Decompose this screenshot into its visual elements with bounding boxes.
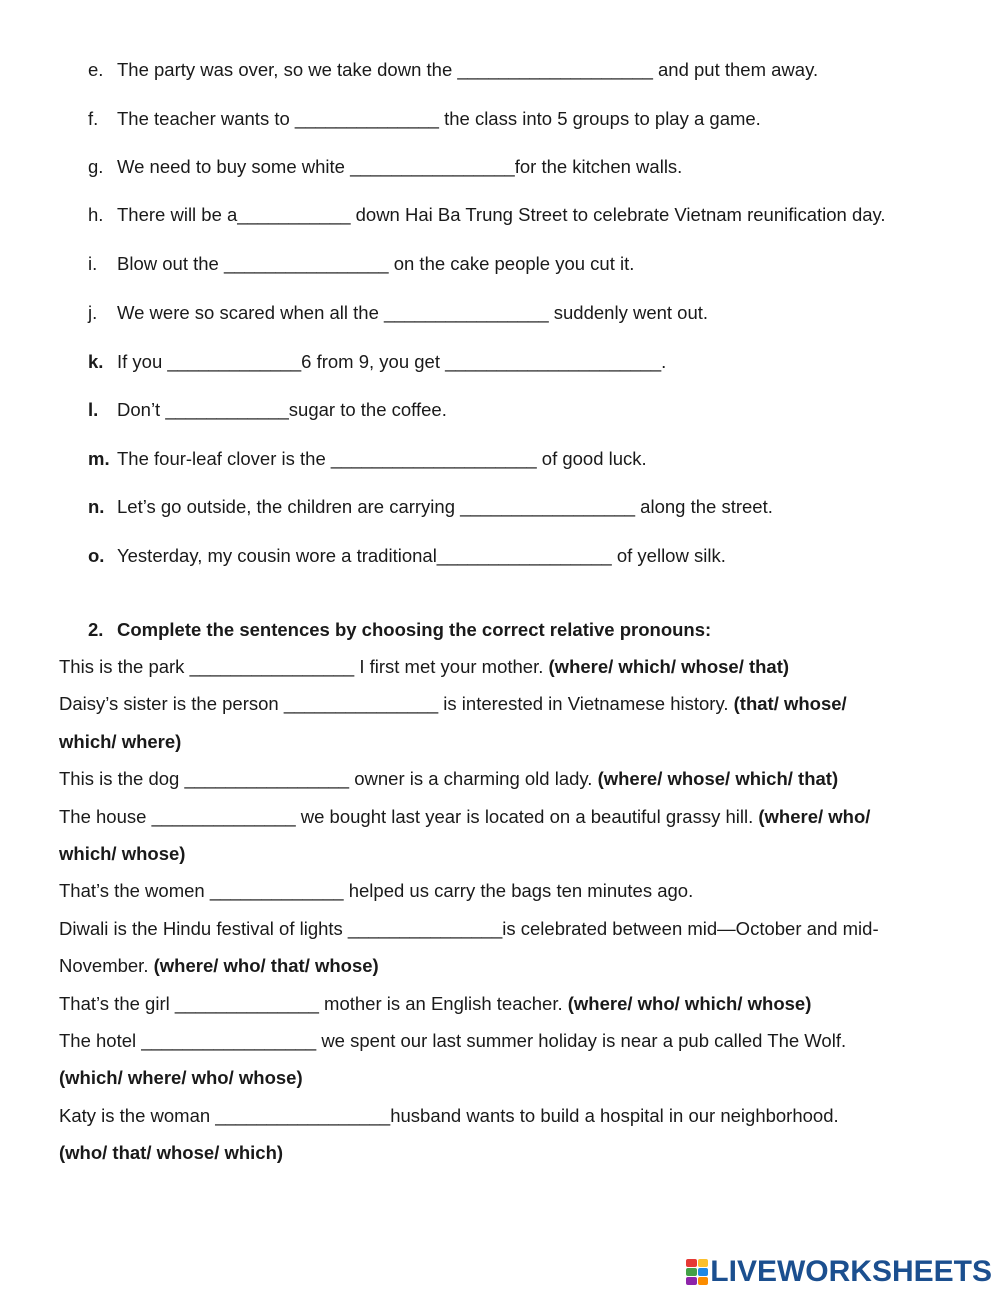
pronoun-options: which/ whose) bbox=[59, 843, 186, 864]
exercise-2-line bbox=[59, 880, 693, 902]
item-sentence: Don’t ____________sugar to the coffee. bbox=[117, 399, 447, 420]
item-sentence: We need to buy some white ________________for the kitchen walls. bbox=[117, 156, 683, 177]
item-sentence: Yesterday, my cousin wore a traditional_________________ of yellow silk. bbox=[117, 545, 726, 566]
exercise-1-item bbox=[88, 399, 447, 421]
pronoun-options: (that/ whose/ bbox=[733, 693, 847, 714]
item-label: i. bbox=[88, 253, 98, 274]
item-label: j. bbox=[88, 302, 98, 323]
logo-block bbox=[698, 1268, 709, 1276]
exercise-2-line bbox=[59, 693, 847, 715]
exercise-1-item bbox=[88, 302, 708, 324]
exercise-2-line bbox=[59, 731, 181, 753]
exercise-2-heading-text: Complete the sentences by choosing the correct relative pronouns: bbox=[117, 619, 712, 640]
pronoun-options: (where/ who/ which/ whose) bbox=[567, 993, 812, 1014]
logo-block bbox=[686, 1277, 697, 1285]
exercise-2-line bbox=[59, 656, 789, 678]
exercise-1-item bbox=[88, 351, 666, 373]
item-sentence: The four-leaf clover is the ____________________ of good luck. bbox=[117, 448, 647, 469]
exercise-1-item bbox=[88, 496, 773, 518]
exercise-1-item bbox=[88, 59, 818, 81]
pronoun-options: (where/ whose/ which/ that) bbox=[597, 768, 839, 789]
logo-block bbox=[698, 1259, 709, 1267]
exercise-2-number: 2. bbox=[88, 619, 104, 640]
item-sentence: Let’s go outside, the children are carrying _________________ along the street. bbox=[117, 496, 773, 517]
sentence-text: This is the park ________________ I first met your mother. bbox=[59, 656, 549, 677]
sentence-text: That’s the girl ______________ mother is an English teacher. bbox=[59, 993, 568, 1014]
pronoun-options: (where/ who/ bbox=[758, 806, 871, 827]
sentence-text: November. bbox=[59, 955, 154, 976]
pronoun-options: (where/ which/ whose/ that) bbox=[548, 656, 790, 677]
logo-block bbox=[686, 1268, 697, 1276]
item-sentence: If you _____________6 from 9, you get _____________________. bbox=[117, 351, 667, 372]
exercise-2-line bbox=[59, 768, 838, 790]
pronoun-options: (which/ where/ who/ whose) bbox=[59, 1067, 303, 1088]
liveworksheets-logo-text: LIVEWORKSHEETS bbox=[710, 1255, 992, 1288]
item-label: f. bbox=[88, 108, 99, 129]
item-label: k. bbox=[88, 351, 104, 372]
exercise-2-line bbox=[59, 1067, 303, 1089]
item-label: n. bbox=[88, 496, 105, 517]
item-sentence: We were so scared when all the ________________ suddenly went out. bbox=[117, 302, 709, 323]
exercise-2-line bbox=[59, 1142, 283, 1164]
liveworksheets-logo bbox=[686, 1255, 992, 1289]
item-label: m. bbox=[88, 448, 110, 469]
item-label: o. bbox=[88, 545, 105, 566]
sentence-text: Diwali is the Hindu festival of lights _______________is celebrated between mid—October and mid- bbox=[59, 918, 879, 939]
exercise-1-item bbox=[88, 204, 886, 226]
exercise-1-item bbox=[88, 108, 761, 130]
exercise-2-line bbox=[59, 993, 811, 1015]
sentence-text: The house ______________ we bought last year is located on a beautiful grassy hill. bbox=[59, 806, 759, 827]
logo-block bbox=[686, 1259, 697, 1267]
sentence-text: That’s the women _____________ helped us carry the bags ten minutes ago. bbox=[59, 880, 694, 901]
item-sentence: The party was over, so we take down the ___________________ and put them away. bbox=[117, 59, 819, 80]
pronoun-options: which/ where) bbox=[59, 731, 182, 752]
pronoun-options: (where/ who/ that/ whose) bbox=[153, 955, 379, 976]
item-sentence: Blow out the ________________ on the cake people you cut it. bbox=[117, 253, 635, 274]
sentence-text: Katy is the woman _________________husband wants to build a hospital in our neighborhood. bbox=[59, 1105, 839, 1126]
exercise-2-line bbox=[59, 843, 185, 865]
sentence-text: Daisy’s sister is the person _______________ is interested in Vietnamese history. bbox=[59, 693, 734, 714]
sentence-text: This is the dog ________________ owner is a charming old lady. bbox=[59, 768, 598, 789]
item-label: l. bbox=[88, 399, 99, 420]
pronoun-options: (who/ that/ whose/ which) bbox=[59, 1142, 284, 1163]
item-label: g. bbox=[88, 156, 104, 177]
exercise-2-line bbox=[59, 1030, 846, 1052]
exercise-2-heading bbox=[88, 619, 711, 641]
item-sentence: There will be a___________ down Hai Ba Trung Street to celebrate Vietnam reunification day. bbox=[117, 204, 886, 225]
exercise-1-item bbox=[88, 156, 682, 178]
exercise-2-line bbox=[59, 918, 879, 940]
exercise-2-line bbox=[59, 955, 379, 977]
item-label: h. bbox=[88, 204, 104, 225]
exercise-2-line bbox=[59, 1105, 839, 1127]
liveworksheets-logo-icon bbox=[686, 1259, 708, 1285]
exercise-2-line bbox=[59, 806, 870, 828]
logo-block bbox=[698, 1277, 709, 1285]
exercise-1-item bbox=[88, 448, 647, 470]
item-label: e. bbox=[88, 59, 104, 80]
sentence-text: The hotel _________________ we spent our last summer holiday is near a pub called The Wolf. bbox=[59, 1030, 847, 1051]
exercise-1-item bbox=[88, 253, 634, 275]
exercise-1-item bbox=[88, 545, 726, 567]
item-sentence: The teacher wants to ______________ the class into 5 groups to play a game. bbox=[117, 108, 761, 129]
